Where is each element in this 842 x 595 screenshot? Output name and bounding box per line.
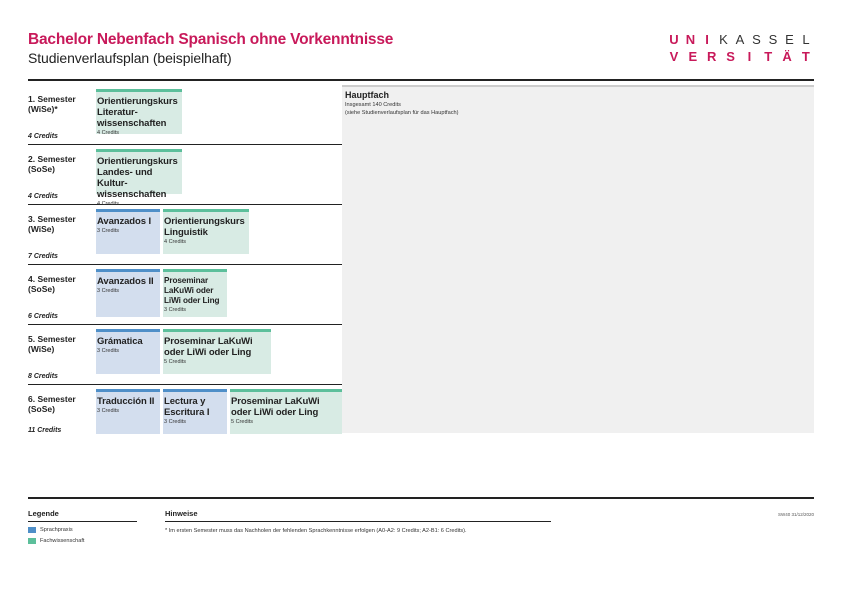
module-title-line: Orientierungskurs <box>97 96 178 107</box>
module-credits: 5 Credits <box>231 419 254 425</box>
module-title-line: Traducción II <box>97 396 155 407</box>
module-body <box>96 272 160 317</box>
semester-term: (SoSe) <box>28 283 55 294</box>
logo-letter: S <box>768 32 778 47</box>
logo-letter: E <box>785 32 794 47</box>
semester-credits: 4 Credits <box>28 193 58 200</box>
module-title-line: Proseminar <box>164 276 209 285</box>
semester-row <box>28 385 342 438</box>
module-title-line: Landes- und Kultur- <box>97 167 153 189</box>
module-title-line: Proseminar LaKuWi <box>164 336 253 347</box>
module-title-line: Escritura I <box>164 407 210 418</box>
semester-number: 3. Semester <box>28 214 76 224</box>
module-title-line: Avanzados I <box>97 216 151 227</box>
semester-term: (SoSe) <box>28 163 55 174</box>
module-title-line: Linguistik <box>164 227 208 238</box>
hinweise-text: * Im ersten Semester muss das Nachholen der fehlenden Sprachkenntnisse erfolgen (A0-A2: 9 Credits; A2-B1: 6 Credits). <box>165 528 467 534</box>
module-credits: 3 Credits <box>164 307 187 313</box>
legend-label: Fachwissenschaft <box>40 538 85 544</box>
header-divider <box>28 79 814 81</box>
module-title-line: wissenschaften <box>97 118 167 129</box>
module-body <box>96 332 160 374</box>
module-credits: 5 Credits <box>164 359 187 365</box>
module-title-line: LaKuWi oder <box>164 286 214 295</box>
page-subtitle: Studienverlaufsplan (beispielhaft) <box>28 50 232 66</box>
module-card <box>163 329 271 374</box>
semester-row <box>28 205 342 265</box>
hinweise-underline <box>165 521 551 522</box>
logo-row-bottom <box>666 48 814 65</box>
module-title <box>97 396 160 407</box>
legend-swatch <box>28 527 36 533</box>
semester-credits: 11 Credits <box>28 427 62 434</box>
module-body <box>163 272 227 317</box>
module-title-line: LiWi oder Ling <box>164 296 220 305</box>
module-title-line: Orientierungskurs <box>97 156 178 167</box>
module-title-line: Grámatica <box>97 336 143 347</box>
module-body <box>96 212 160 254</box>
hauptfach-title: Hauptfach <box>345 90 390 100</box>
module-title <box>231 396 342 418</box>
module-card <box>96 329 160 374</box>
module-title-line: Literatur- <box>97 107 138 118</box>
semester-row <box>28 325 342 385</box>
semester-term: (SoSe) <box>28 403 55 414</box>
semester-number: 5. Semester <box>28 334 76 344</box>
semester-row <box>28 85 342 145</box>
module-card <box>96 389 160 434</box>
module-title-line: oder LiWi oder Ling <box>231 407 319 418</box>
document-id: SW40 31/12/2020 <box>777 512 814 517</box>
logo-letter: T <box>764 49 773 64</box>
module-title-line: Avanzados II <box>97 276 154 287</box>
module-title <box>164 336 271 358</box>
module-body <box>96 92 182 134</box>
university-logo <box>666 31 814 65</box>
logo-letter: R <box>706 49 717 64</box>
logo-letter: E <box>688 49 698 64</box>
semester-number: 6. Semester <box>28 394 76 404</box>
logo-letter: S <box>726 49 735 64</box>
legend-title: Legende <box>28 509 59 518</box>
logo-letter: I <box>705 32 709 47</box>
legend-label: Sprachpraxis <box>40 527 73 533</box>
semester-number: 4. Semester <box>28 274 76 284</box>
semester-label <box>28 275 76 294</box>
hauptfach-bar <box>342 85 814 87</box>
module-title <box>97 216 160 227</box>
module-body <box>96 392 160 434</box>
module-card <box>230 389 342 434</box>
logo-letter: A <box>735 32 745 47</box>
module-credits: 3 Credits <box>97 288 120 294</box>
semester-term: (WiSe) <box>28 343 55 354</box>
semester-credits: 8 Credits <box>28 373 58 380</box>
legend-item-fachwissenschaft <box>28 538 84 544</box>
module-card <box>96 209 160 254</box>
semester-credits: 6 Credits <box>28 313 58 320</box>
semester-number: 1. Semester <box>28 94 76 104</box>
semester-credits: 4 Credits <box>28 133 58 140</box>
module-title-line: Proseminar LaKuWi <box>231 396 320 407</box>
module-title <box>164 216 249 238</box>
module-credits: 4 Credits <box>164 239 187 245</box>
legend-item-sprachpraxis <box>28 527 73 533</box>
logo-letter: L <box>802 32 810 47</box>
module-title <box>97 156 182 200</box>
module-card <box>163 389 227 434</box>
logo-letter: U <box>669 32 679 47</box>
semester-number: 2. Semester <box>28 154 76 164</box>
semester-row <box>28 265 342 325</box>
module-title <box>97 336 160 347</box>
module-credits: 3 Credits <box>97 348 120 354</box>
hauptfach-note: (siehe Studienverlaufsplan für das Hauptfach) <box>345 110 459 116</box>
module-body <box>96 152 182 207</box>
semester-label <box>28 95 76 114</box>
module-title <box>164 396 227 418</box>
legend-swatch <box>28 538 36 544</box>
module-body <box>163 332 271 374</box>
hauptfach-credits: Insgesamt 140 Credits <box>345 102 401 108</box>
semester-label <box>28 155 76 174</box>
module-credits: 3 Credits <box>97 228 120 234</box>
semester-row <box>28 145 342 205</box>
hauptfach-panel <box>342 85 814 433</box>
semester-term: (WiSe)* <box>28 103 58 114</box>
module-credits: 3 Credits <box>97 408 120 414</box>
module-credits: 3 Credits <box>164 419 187 425</box>
logo-letter: K <box>719 32 728 47</box>
module-title-line: Lectura y <box>164 396 206 407</box>
logo-letter: S <box>752 32 761 47</box>
legend-underline <box>28 521 137 522</box>
module-title <box>164 276 227 306</box>
footer-divider <box>28 497 814 499</box>
module-credits: 4 Credits <box>97 130 120 136</box>
module-title-line: oder LiWi oder Ling <box>164 347 252 358</box>
semester-credits: 7 Credits <box>28 253 58 260</box>
module-card <box>163 269 227 317</box>
module-title-line: wissenschaften <box>97 189 167 200</box>
module-title-line: Orientierungskurs <box>164 216 245 227</box>
logo-letter: N <box>685 32 696 47</box>
module-title <box>97 276 160 287</box>
logo-row-top <box>666 31 814 48</box>
logo-letter: T <box>801 49 810 64</box>
logo-letter: I <box>747 49 752 64</box>
logo-letter: Ä <box>782 49 792 64</box>
logo-letter: V <box>669 49 679 64</box>
semester-label <box>28 395 76 414</box>
semester-term: (WiSe) <box>28 223 55 234</box>
module-card <box>96 149 182 207</box>
module-card <box>96 89 182 134</box>
module-body <box>163 392 227 434</box>
module-title <box>97 96 182 129</box>
module-body <box>163 212 249 254</box>
hinweise-title: Hinweise <box>165 509 198 518</box>
page-title: Bachelor Nebenfach Spanisch ohne Vorkenntnisse <box>28 31 394 48</box>
module-credits: 4 Credits <box>97 201 120 207</box>
module-card <box>96 269 160 317</box>
semester-label <box>28 215 76 234</box>
module-card <box>163 209 249 254</box>
semester-label <box>28 335 76 354</box>
module-body <box>230 392 342 434</box>
